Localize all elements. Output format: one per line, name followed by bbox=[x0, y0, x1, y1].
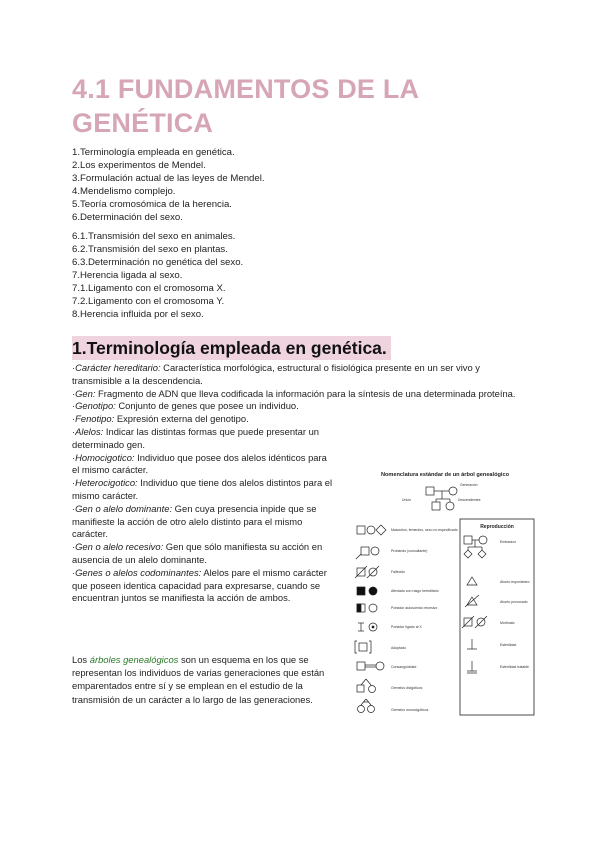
reproduction-box bbox=[460, 519, 534, 715]
legend-label: Portador autosómico recesivo bbox=[391, 606, 438, 610]
definition-item bbox=[72, 477, 334, 503]
definition-text: Individuo que posee dos alelos idénticos para el mismo carácter. bbox=[72, 451, 327, 476]
reproduction-label: Aborto espontáneo bbox=[500, 580, 530, 584]
induced-abortion-icon bbox=[465, 595, 479, 607]
reproduction-label: Aborto provocado bbox=[500, 600, 528, 604]
legend-label: Afectado con rasgo hereditario bbox=[391, 589, 439, 593]
figure-title: Nomenclatura estándar de un árbol genealógico bbox=[380, 472, 510, 478]
definition-item bbox=[72, 452, 334, 478]
definition-item bbox=[72, 388, 532, 401]
legend-label: Consanguinidad bbox=[391, 665, 417, 669]
legend-label: Portador ligado al X bbox=[391, 625, 422, 629]
definition-item bbox=[72, 503, 334, 541]
reproduction-label: Esterilidad bbox=[500, 643, 517, 647]
toc-item: 7.2.Ligamento con el cromosoma Y. bbox=[72, 296, 225, 308]
toc-item: 6.3.Determinación no genética del sexo. bbox=[72, 256, 244, 268]
example-pedigree bbox=[426, 487, 457, 510]
legend-label: Gemelos monocigóticos bbox=[391, 708, 429, 712]
definition-text: Conjunto de genes que posee un individuo. bbox=[115, 400, 299, 412]
x-linked-carrier-icon bbox=[358, 623, 377, 631]
toc-item: 7.1.Ligamento con el cromosoma X. bbox=[72, 282, 226, 294]
definition-term: ·Gen o alelo dominante: bbox=[72, 502, 173, 514]
definition-item bbox=[72, 413, 532, 426]
paragraph-after: son un esquema en los que se representan los individuos de varias generaciones que están emparentados entre sí y se emplean en el estudio de la transmisión de un carácter a lo largo de las generaciones. bbox=[72, 654, 325, 705]
toc-item: 6.2.Transmisión del sexo en plantas. bbox=[72, 243, 228, 255]
toc-item: 6.Determinación del sexo. bbox=[72, 212, 183, 224]
pedigree-link[interactable]: árboles genealógicos bbox=[89, 654, 179, 665]
pregnancy-icon bbox=[464, 536, 487, 558]
definition-text: Gen que sólo manifiesta su acción en ausencia de un alelo dominante. bbox=[72, 541, 323, 565]
reproduction-symbols bbox=[462, 536, 487, 673]
legend-label: Probando (consultante) bbox=[391, 549, 428, 553]
adopted-icon bbox=[355, 641, 371, 653]
definition-text: Indicar las distintas formas que puede presentar un determinado gen. bbox=[72, 425, 320, 450]
monozygotic-twins-icon bbox=[358, 699, 375, 713]
stillbirth-icon bbox=[462, 616, 487, 628]
paragraph-before: Los bbox=[72, 654, 90, 665]
definition-term: ·Gen o alelo recesivo: bbox=[72, 541, 164, 553]
toc-item: 6.1.Transmisión del sexo en animales. bbox=[72, 230, 236, 242]
definition-term: ·Homocigotico: bbox=[72, 451, 135, 463]
toc-item: 2.Los experimentos de Mendel. bbox=[72, 160, 206, 172]
miscarriage-icon bbox=[467, 577, 477, 585]
dizygotic-twins-icon bbox=[357, 679, 376, 693]
definition-term: ·Fenotipo: bbox=[72, 413, 115, 425]
deceased-icon bbox=[355, 566, 379, 578]
affected-icon bbox=[357, 587, 377, 595]
table-of-contents bbox=[72, 146, 265, 321]
legend-label: Masculino, femenino, sexo no especificado bbox=[391, 528, 458, 532]
definition-term: ·Carácter hereditario: bbox=[72, 362, 161, 373]
page-title bbox=[72, 72, 419, 140]
label-mating: Unión bbox=[402, 498, 411, 502]
consanguinity-icon bbox=[357, 662, 384, 670]
label-generation: Generación bbox=[460, 483, 478, 487]
definition-text: Expresión externa del genotipo. bbox=[114, 413, 249, 425]
reproduction-title: Reproducción bbox=[480, 524, 514, 530]
definition-item bbox=[72, 567, 334, 605]
reproduction-labels bbox=[500, 540, 530, 669]
definition-text: Alelos pare el mismo carácter que poseen identica capacidad para expresarse, cuando se encuentran juntos se manifiesta la acción de ambos. bbox=[72, 566, 327, 604]
title-line-1: 4.1 FUNDAMENTOS DE LA bbox=[72, 74, 420, 104]
definition-item bbox=[72, 541, 334, 567]
definition-item bbox=[72, 362, 532, 388]
proband-icon bbox=[356, 547, 379, 559]
section-heading: 1.Terminología empleada en genética. bbox=[72, 336, 391, 360]
toc-item: 1.Terminología empleada en genética. bbox=[72, 147, 235, 158]
toc-item: 5.Teoría cromosómica de la herencia. bbox=[72, 199, 232, 211]
legend-labels bbox=[391, 528, 458, 712]
legend-label: Gemelos dicigóticos bbox=[391, 686, 423, 690]
reproduction-label: Mortinato bbox=[500, 621, 515, 625]
definition-text: Gen cuya presencia inpide que se manifieste la acción de otro alelo distinto para el mismo carácter. bbox=[72, 502, 317, 540]
definition-item bbox=[72, 400, 532, 413]
reproduction-label: Embarazo bbox=[500, 540, 516, 544]
legend-symbols bbox=[355, 525, 386, 713]
male-female-unknown-icon bbox=[357, 525, 386, 535]
definition-text: Fragmento de ADN que lleva codificada la información para la síntesis de una determinada proteína. bbox=[95, 387, 516, 399]
treatable-sterility-icon bbox=[467, 661, 477, 673]
toc-item: 3.Formulación actual de las leyes de Mendel. bbox=[72, 173, 265, 185]
toc-item: 7.Herencia ligada al sexo. bbox=[72, 269, 183, 281]
definition-term: ·Genotipo: bbox=[72, 400, 116, 412]
definition-item bbox=[72, 426, 334, 452]
definition-text: Individuo que tiene dos alelos distintos para el mismo carácter. bbox=[72, 477, 333, 501]
autosomal-carrier-icon bbox=[357, 604, 377, 612]
definition-term: ·Heterocigotico: bbox=[72, 477, 138, 489]
label-descendants: Descendientes bbox=[458, 498, 481, 502]
sterility-icon bbox=[467, 639, 477, 649]
definition-term: ·Alelos: bbox=[72, 425, 104, 437]
toc-item: 8.Herencia influida por el sexo. bbox=[72, 309, 204, 321]
pedigree-paragraph bbox=[72, 653, 334, 706]
legend-label: Fallecido bbox=[391, 570, 406, 574]
definition-term: ·Gen: bbox=[72, 387, 96, 399]
toc-item: 4.Mendelismo complejo. bbox=[72, 186, 176, 198]
pedigree-nomenclature-figure bbox=[354, 465, 536, 720]
definition-text: Característica morfológica, estructural o fisiológica presente en un ser vivo y transmisible a la descendencia. bbox=[72, 362, 480, 386]
definition-term: ·Genes o alelos codominantes: bbox=[72, 566, 202, 578]
reproduction-label: Esterilidad tratable bbox=[500, 665, 529, 669]
title-line-2: GENÉTICA bbox=[72, 108, 214, 138]
legend-label: Adoptado bbox=[391, 646, 406, 650]
